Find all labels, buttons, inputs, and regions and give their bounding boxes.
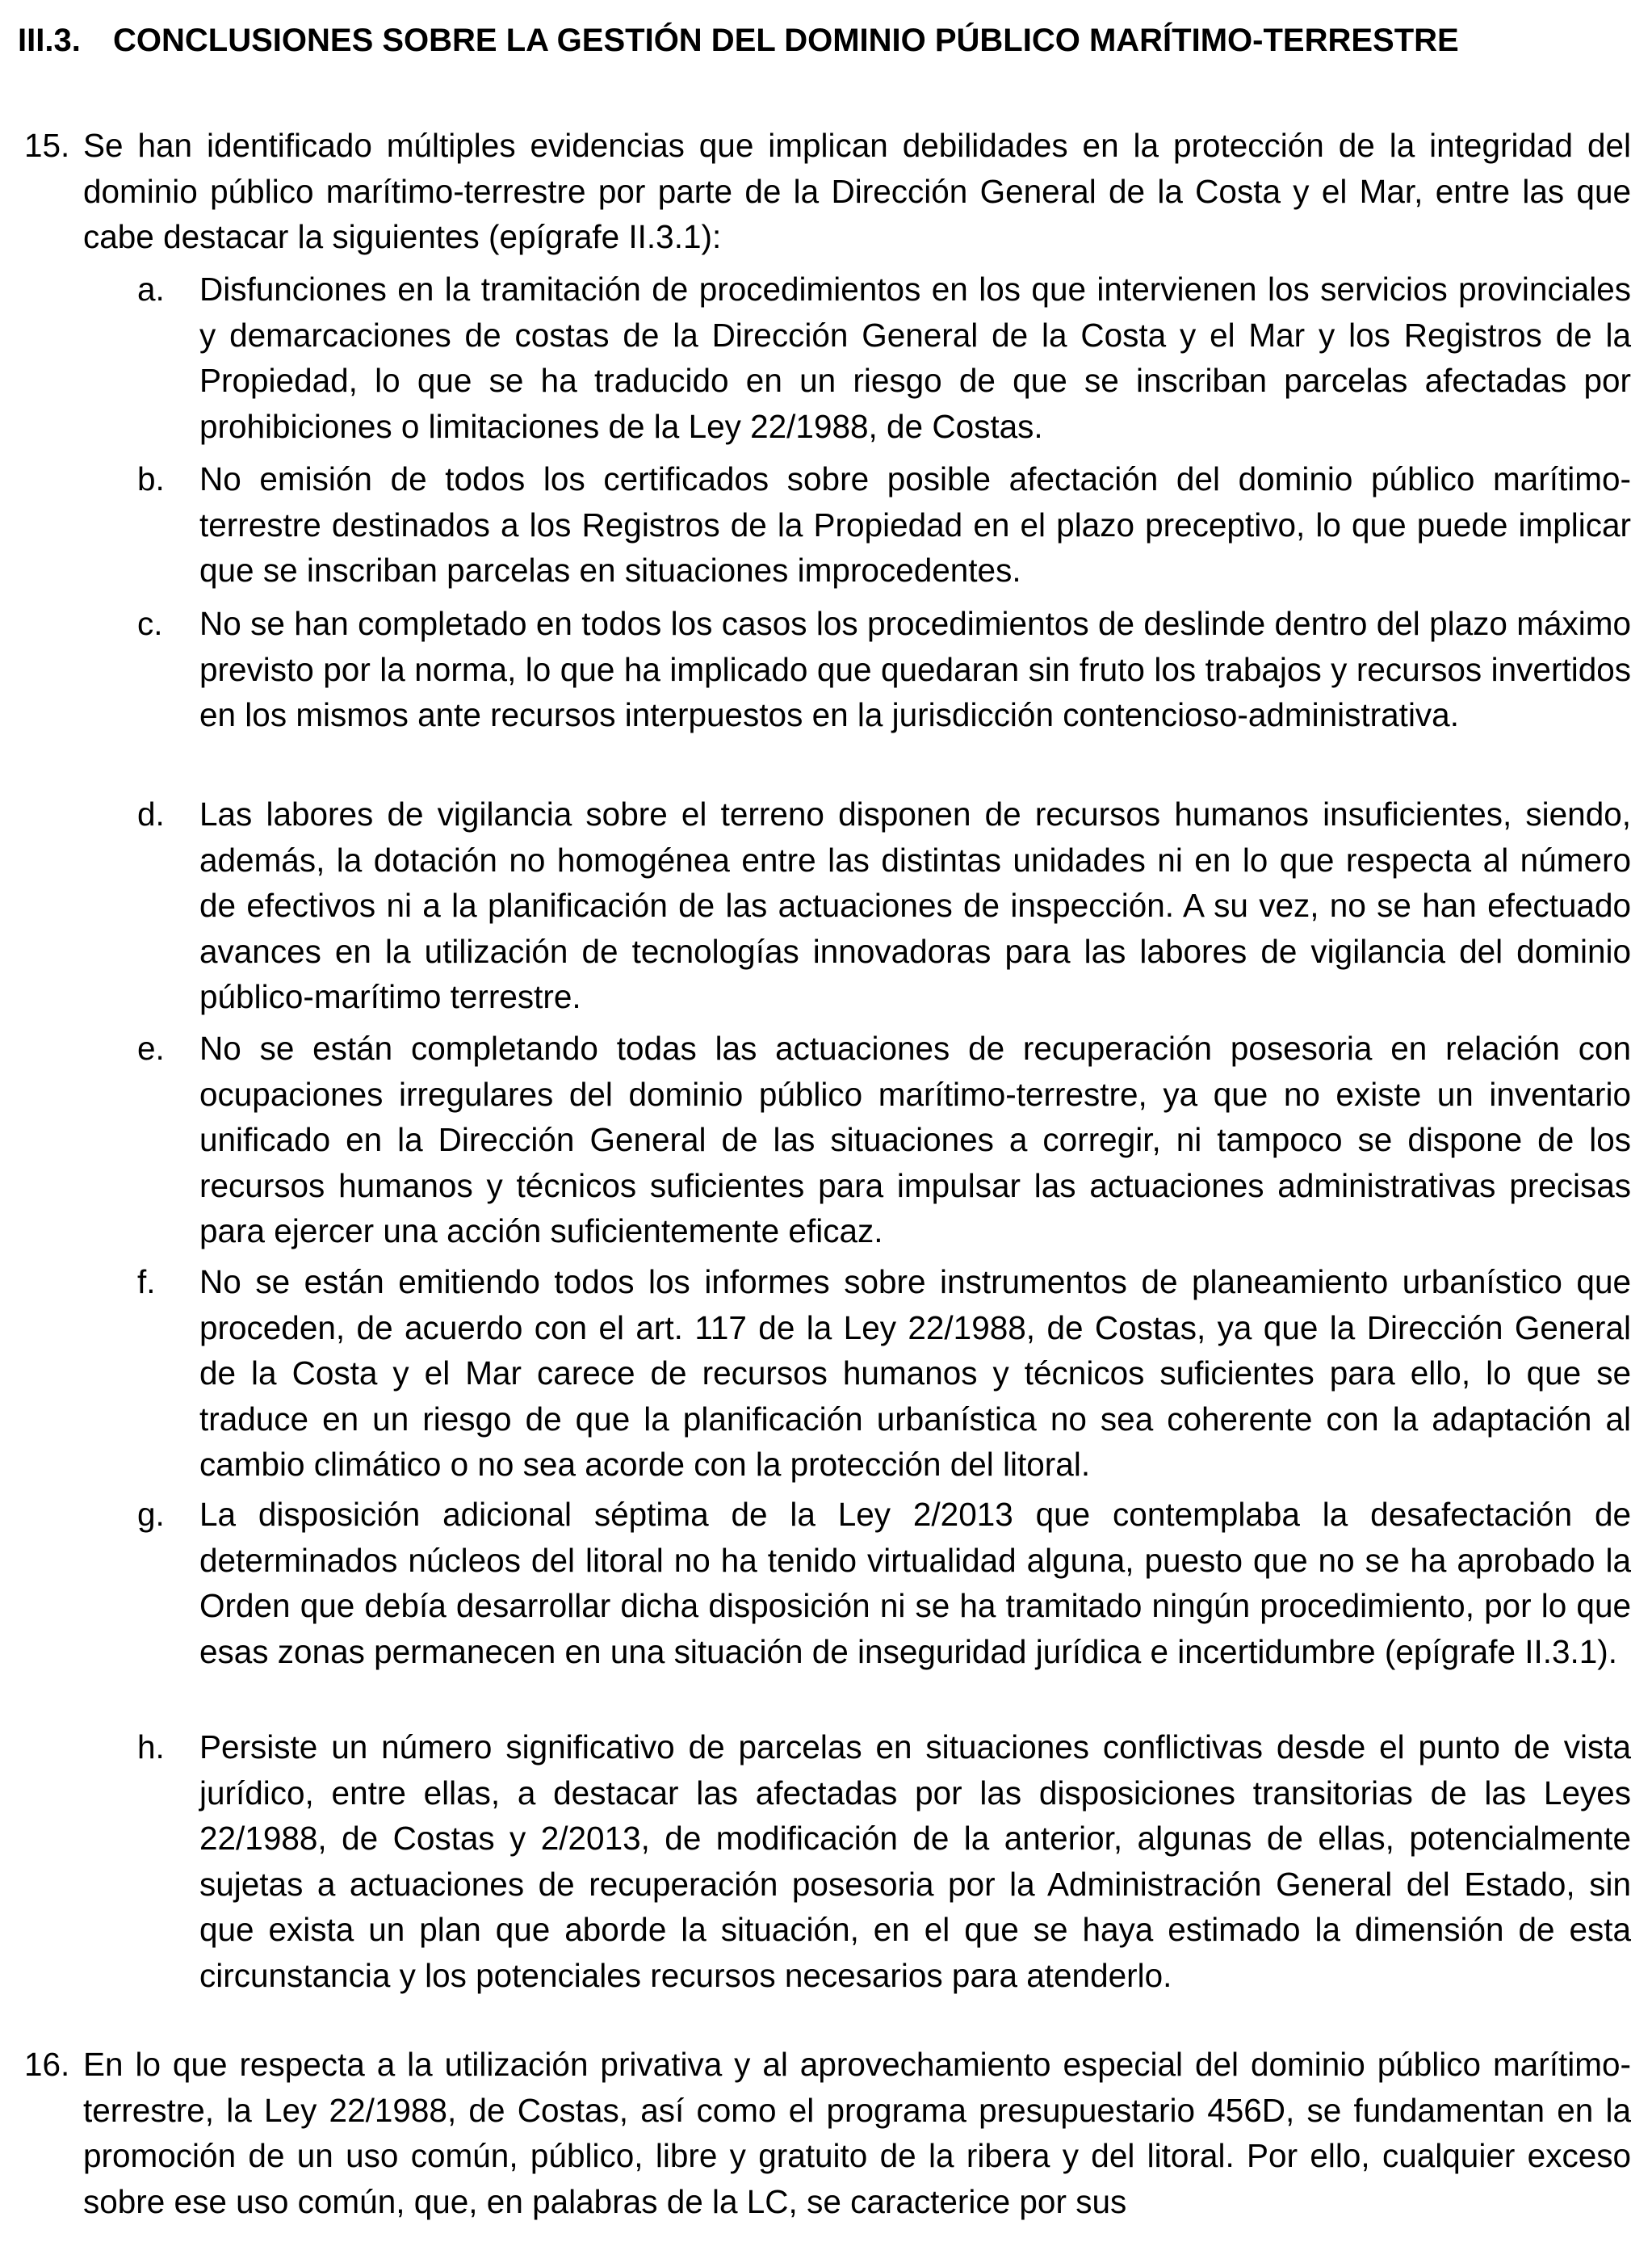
list-item-text: No emisión de todos los certificados sobre posible afectación del dominio público marítimo-terrestre destinados a los Registros de la Propiedad en el plazo preceptivo, lo que puede implicar que se inscriban parcelas en situaciones improcedentes. bbox=[199, 460, 1631, 589]
paragraph-16 bbox=[24, 2042, 1631, 2224]
list-item-f bbox=[137, 1259, 1631, 1488]
list-item-text: La disposición adicional séptima de la Ley 2/2013 que contemplaba la desafectación de determinados núcleos del litoral no ha tenido virtualidad alguna, puesto que no se ha aprobado la Orden que debía desarrollar dicha disposición ni se ha tramitado ningún procedimiento, por lo que esas zonas permanecen en una situación de inseguridad jurídica e incertidumbre (epígrafe II.3.1). bbox=[199, 1496, 1631, 1670]
paragraph-text: Se han identificado múltiples evidencias que implican debilidades en la protección de la integridad del dominio público marítimo-terrestre por parte de la Dirección General de la Costa y el Mar, entre las que cabe destacar la siguientes (epígrafe II.3.1): bbox=[83, 127, 1631, 255]
list-item-text: Disfunciones en la tramitación de procedimientos en los que intervienen los servicios provinciales y demarcaciones de costas de la Dirección General de la Costa y el Mar y los Registros de la Propiedad, lo que se ha traducido en un riesgo de que se inscriban parcelas afectadas por prohibiciones o limitaciones de la Ley 22/1988, de Costas. bbox=[199, 271, 1631, 445]
list-item-a bbox=[137, 267, 1631, 449]
section-number: III.3. bbox=[18, 23, 81, 58]
list-item-text: No se han completado en todos los casos los procedimientos de deslinde dentro del plazo máximo previsto por la norma, lo que ha implicado que quedaran sin fruto los trabajos y recursos invertidos en los mismos ante recursos interpuestos en la jurisdicción contencioso-administrativa. bbox=[199, 605, 1631, 733]
list-item-g bbox=[137, 1492, 1631, 1674]
list-item-letter: e. bbox=[137, 1030, 165, 1067]
list-item-e bbox=[137, 1026, 1631, 1254]
list-item-c bbox=[137, 601, 1631, 738]
paragraph-text: En lo que respecta a la utilización privativa y al aprovechamiento especial del dominio público marítimo-terrestre, la Ley 22/1988, de Costas, así como el programa presupuestario 456D, se fundamentan en la promoción de un uso común, público, libre y gratuito de la ribera y del litoral. Por ello, cualquier exceso sobre ese uso común, que, en palabras de la LC, se caracterice por sus bbox=[83, 2046, 1631, 2220]
list-item-letter: c. bbox=[137, 605, 163, 642]
section-heading bbox=[18, 18, 1633, 63]
list-item-text: Persiste un número significativo de parcelas en situaciones conflictivas desde el punto de vista jurídico, entre ellas, a destacar las afectadas por las disposiciones transitorias de las Leyes 22/1988, de Costas y 2/2013, de modificación de la anterior, algunas de ellas, potencialmente sujetas a actuaciones de recuperación posesoria por la Administración General del Estado, sin que exista un plan que aborde la situación, en el que se haya estimado la dimensión de esta circunstancia y los potenciales recursos necesarios para atenderlo. bbox=[199, 1728, 1631, 1994]
list-item-letter: a. bbox=[137, 271, 165, 308]
list-item-letter: b. bbox=[137, 460, 165, 498]
list-item-text: No se están completando todas las actuaciones de recuperación posesoria en relación con ocupaciones irregulares del dominio público marítimo-terrestre, ya que no existe un inventario unificado en la Dirección General de las situaciones a corregir, ni tampoco se dispone de los recursos humanos y técnicos suficientes para impulsar las actuaciones administrativas precisas para ejercer una acción suficientemente eficaz. bbox=[199, 1030, 1631, 1249]
paragraph-15 bbox=[24, 123, 1631, 260]
list-item-d bbox=[137, 791, 1631, 1020]
list-item-b bbox=[137, 456, 1631, 594]
list-item-text: No se están emitiendo todos los informes sobre instrumentos de planeamiento urbanístico que proceden, de acuerdo con el art. 117 de la Ley 22/1988, de Costas, ya que la Dirección General de la Costa y el Mar carece de recursos humanos y técnicos suficientes para ello, lo que se traduce en un riesgo de que la planificación urbanística no sea coherente con la adaptación al cambio climático o no sea acorde con la protección del litoral. bbox=[199, 1263, 1631, 1483]
list-item-letter: h. bbox=[137, 1728, 165, 1765]
paragraph-number: 15. bbox=[24, 127, 70, 164]
list-item-letter: g. bbox=[137, 1496, 165, 1533]
list-item-letter: d. bbox=[137, 796, 165, 833]
list-item-text: Las labores de vigilancia sobre el terreno disponen de recursos humanos insuficientes, siendo, además, la dotación no homogénea entre las distintas unidades ni en lo que respecta al número de efectivos ni a la planificación de las actuaciones de inspección. A su vez, no se han efectuado avances en la utilización de tecnologías innovadoras para las labores de vigilancia del dominio público-marítimo terrestre. bbox=[199, 796, 1631, 1015]
list-item-h bbox=[137, 1724, 1631, 1998]
list-item-letter: f. bbox=[137, 1263, 156, 1300]
section-title: CONCLUSIONES SOBRE LA GESTIÓN DEL DOMINIO PÚBLICO MARÍTIMO-TERRESTRE bbox=[113, 23, 1459, 58]
paragraph-number: 16. bbox=[24, 2046, 70, 2083]
